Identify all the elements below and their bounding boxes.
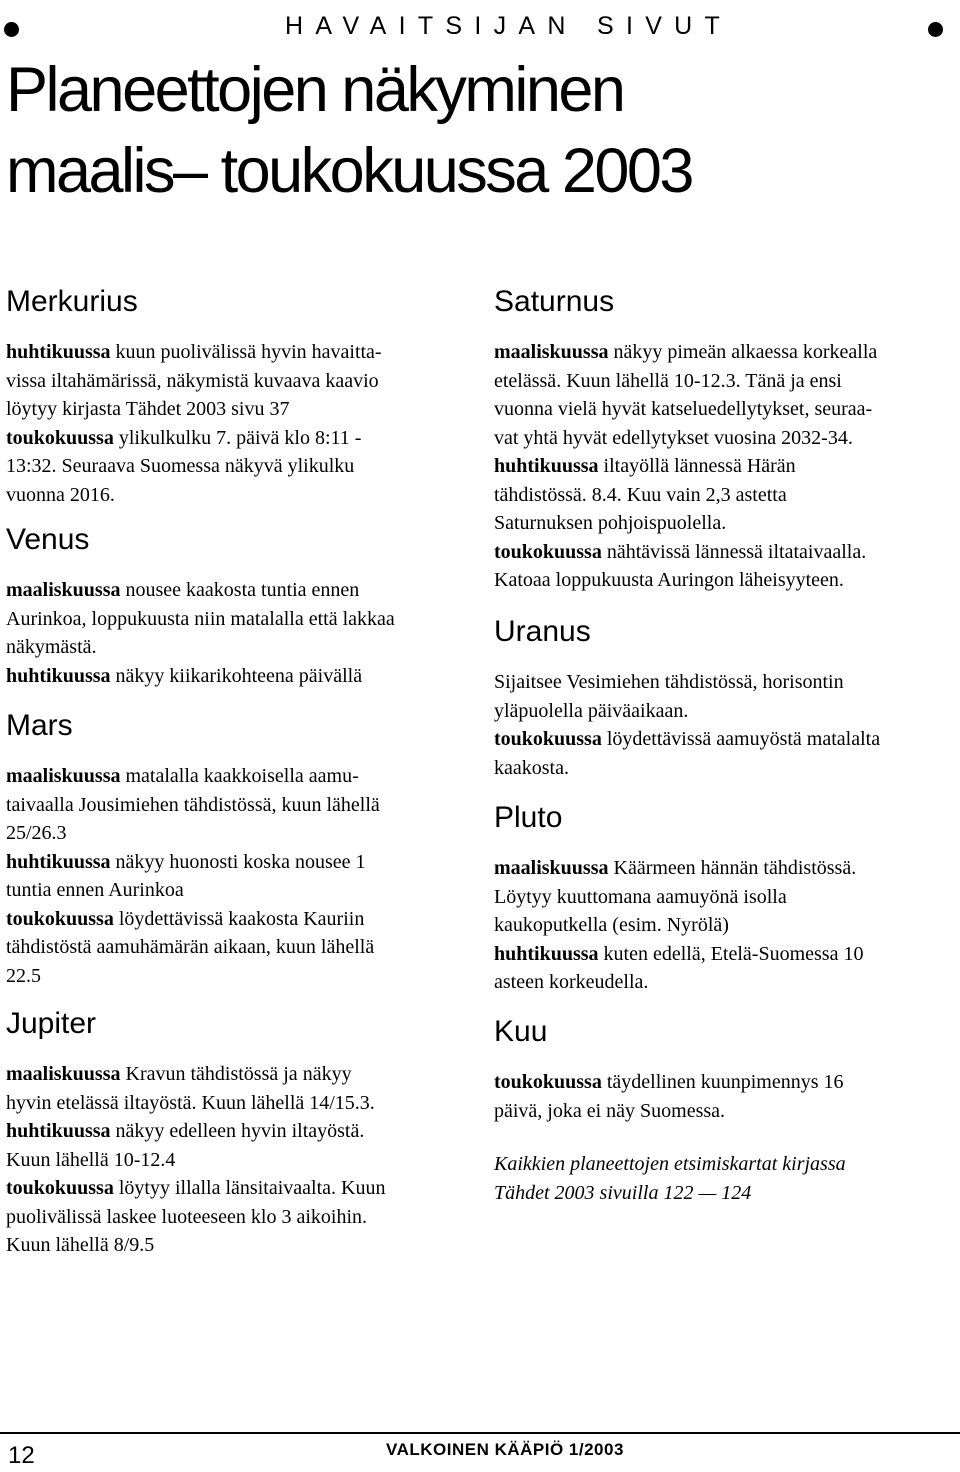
text-line xyxy=(6,1231,462,1260)
line-text: vuonna vielä hyvät katseluedellytykset, seuraa- xyxy=(494,398,873,420)
section-heading: Merkurius xyxy=(6,285,138,318)
line-text: näkymästä. xyxy=(6,636,97,658)
line-text: täydellinen kuunpimennys 16 xyxy=(601,1071,844,1093)
line-text: vissa iltahämärissä, näkymistä kuvaava kaavio xyxy=(6,369,379,392)
text-line xyxy=(6,1060,462,1089)
line-text: matalalla kaakkoisella aamu- xyxy=(120,765,359,787)
line-text: kaakosta. xyxy=(494,756,569,779)
text-line xyxy=(494,1068,950,1097)
page-number: 12 xyxy=(8,1442,35,1469)
line-text: vat yhtä hyvät edellytykset vuosina 2032-34. xyxy=(494,426,853,449)
line-text: 25/26.3 xyxy=(6,822,67,844)
line-text: Kravun tähdistössä ja näkyy xyxy=(120,1063,352,1085)
magazine-name: VALKOINEN KÄÄPIÖ 1/2003 xyxy=(386,1440,624,1459)
month-label: maaliskuussa xyxy=(494,857,609,879)
line-text: hyvin etelässä iltayöstä. Kuun lähellä 14/15.3. xyxy=(6,1091,375,1114)
section-body xyxy=(6,1060,462,1260)
section-merkurius xyxy=(6,280,462,518)
line-text: näkyy edelleen hyvin iltayöstä. xyxy=(110,1120,365,1142)
text-line xyxy=(494,395,950,424)
text-line xyxy=(494,854,950,883)
bullet-dot-icon xyxy=(928,22,943,37)
line-text: Kuun lähellä 10-12.4 xyxy=(6,1148,176,1171)
text-line xyxy=(6,905,462,934)
section-venus xyxy=(6,518,462,704)
line-text: etelässä. Kuun lähellä 10-12.3. Tänä ja ensi xyxy=(494,369,842,392)
text-line xyxy=(6,367,462,396)
line-text: puolivälissä laskee luoteeseen klo 3 aikoihin. xyxy=(6,1205,368,1228)
month-label: toukokuussa xyxy=(494,540,602,563)
text-line xyxy=(6,633,462,662)
line-text: 13:32. Seuraava Suomessa näkyvä ylikulku xyxy=(6,455,355,477)
line-text: näkyy pimeän alkaessa korkealla xyxy=(608,341,878,363)
text-line xyxy=(6,762,462,791)
line-text: kuten edellä, Etelä-Suomessa 10 xyxy=(598,942,864,965)
text-line xyxy=(494,452,950,481)
text-line xyxy=(6,962,462,991)
text-line xyxy=(6,1089,462,1118)
line-text: iltayöllä lännessä Härän xyxy=(598,455,796,477)
text-line xyxy=(6,452,462,481)
month-label: toukokuussa xyxy=(6,426,114,449)
month-label: maaliskuussa xyxy=(6,579,121,601)
line-text: löytyy kirjasta Tähdet 2003 sivu 37 xyxy=(6,398,290,420)
text-line xyxy=(6,338,462,367)
text-line xyxy=(6,662,462,691)
text-line xyxy=(494,725,950,754)
section-body xyxy=(6,338,462,509)
section-body xyxy=(6,576,462,690)
text-line xyxy=(494,754,950,783)
month-label: huhtikuussa xyxy=(494,455,599,477)
text-line xyxy=(6,576,462,605)
text-line xyxy=(6,395,462,424)
section-body xyxy=(494,854,950,997)
line-text: Saturnuksen pohjoispuolella. xyxy=(494,512,727,534)
page-title xyxy=(6,50,946,212)
footer-divider xyxy=(0,1432,960,1434)
month-label: toukokuussa xyxy=(494,728,602,750)
text-line xyxy=(494,968,950,997)
line-text: päivä, joka ei näy Suomessa. xyxy=(494,1099,726,1122)
text-line xyxy=(6,1174,462,1203)
reference-note-line-1: Kaikkien planeettojen etsimiskartat kirjassa xyxy=(494,1153,846,1175)
month-label: maaliskuussa xyxy=(6,1063,121,1085)
section-label: HAVAITSIJAN SIVUT xyxy=(285,12,733,40)
page-header xyxy=(0,12,960,44)
text-line xyxy=(6,481,462,510)
text-line xyxy=(6,424,462,453)
section-pluto xyxy=(494,796,950,1010)
line-text: Käärmeen hännän tähdistössä. xyxy=(608,857,857,879)
text-line xyxy=(494,911,950,940)
text-line xyxy=(494,668,950,697)
line-text: Kuun lähellä 8/9.5 xyxy=(6,1234,155,1256)
section-body xyxy=(6,762,462,990)
text-line xyxy=(6,605,462,634)
line-text: vuonna 2016. xyxy=(6,483,115,506)
left-column xyxy=(6,280,462,1260)
line-text: nähtävissä lännessä iltataivaalla. xyxy=(601,540,867,563)
month-label: huhtikuussa xyxy=(6,1120,111,1142)
line-text: löydettävissä aamuyöstä matalalta xyxy=(601,728,881,750)
title-line-2: maalis– toukokuussa 2003 xyxy=(6,136,692,206)
text-line xyxy=(494,1097,950,1126)
line-text: löydettävissä kaakosta Kauriin xyxy=(113,907,365,930)
text-line xyxy=(494,338,950,367)
line-text: löytyy illalla länsitaivaalta. Kuun xyxy=(113,1177,386,1199)
text-line xyxy=(6,1117,462,1146)
section-heading: Uranus xyxy=(494,615,591,648)
line-text: nousee kaakosta tuntia ennen xyxy=(120,579,360,601)
reference-note xyxy=(494,1150,950,1207)
month-label: toukokuussa xyxy=(494,1071,602,1093)
text-line xyxy=(494,481,950,510)
line-text: Aurinkoa, loppukuusta niin matalalla että lakkaa xyxy=(6,607,395,630)
section-body xyxy=(494,338,950,595)
reference-note-line-2: Tähdet 2003 sivuilla 122 — 124 xyxy=(494,1181,752,1204)
text-line xyxy=(6,819,462,848)
section-heading: Kuu xyxy=(494,1015,548,1048)
line-text: yläpuolella päiväaikaan. xyxy=(494,699,689,722)
text-line xyxy=(6,1203,462,1232)
text-line xyxy=(6,1146,462,1175)
text-line xyxy=(494,367,950,396)
month-label: maaliskuussa xyxy=(6,765,121,787)
month-label: toukokuussa xyxy=(6,907,114,930)
title-line-1: Planeettojen näkyminen xyxy=(6,55,624,125)
section-body xyxy=(494,668,950,782)
section-kuu xyxy=(494,1010,950,1150)
month-label: huhtikuussa xyxy=(6,341,111,363)
month-label: huhtikuussa xyxy=(6,850,111,873)
month-label: huhtikuussa xyxy=(494,942,599,965)
section-uranus xyxy=(494,610,950,796)
section-mars xyxy=(6,704,462,1002)
text-line xyxy=(494,940,950,969)
right-column xyxy=(494,280,950,1207)
text-line xyxy=(6,848,462,877)
bullet-dot-icon xyxy=(4,22,19,37)
line-text: kuun puolivälissä hyvin havaitta- xyxy=(110,341,382,363)
text-line xyxy=(494,883,950,912)
section-body xyxy=(494,1068,950,1125)
text-line xyxy=(494,424,950,453)
line-text: näkyy huonosti koska nousee 1 xyxy=(110,850,366,873)
section-heading: Saturnus xyxy=(494,285,615,318)
line-text: kaukoputkella (esim. Nyrölä) xyxy=(494,914,729,936)
month-label: huhtikuussa xyxy=(6,664,111,687)
line-text: Sijaitsee Vesimiehen tähdistössä, horisontin xyxy=(494,671,844,693)
line-text: tuntia ennen Aurinkoa xyxy=(6,879,184,901)
line-text: 22.5 xyxy=(6,964,41,987)
section-saturnus xyxy=(494,280,950,610)
text-line xyxy=(6,933,462,962)
line-text: Löytyy kuuttomana aamuyönä isolla xyxy=(494,885,787,908)
month-label: maaliskuussa xyxy=(494,341,609,363)
section-heading: Mars xyxy=(6,709,73,742)
line-text: asteen korkeudella. xyxy=(494,971,649,993)
text-line xyxy=(6,876,462,905)
text-line xyxy=(494,509,950,538)
line-text: taivaalla Jousimiehen tähdistössä, kuun lähellä xyxy=(6,793,380,816)
section-heading: Jupiter xyxy=(6,1007,97,1040)
section-heading: Pluto xyxy=(494,801,563,834)
text-line xyxy=(494,538,950,567)
section-heading: Venus xyxy=(6,523,90,556)
line-text: näkyy kiikarikohteena päivällä xyxy=(110,664,363,687)
line-text: Katoaa loppukuusta Auringon läheisyyteen. xyxy=(494,569,844,591)
line-text: ylikulkulku 7. päivä klo 8:11 - xyxy=(113,426,362,449)
line-text: tähdistöstä aamuhämärän aikaan, kuun lähellä xyxy=(6,936,375,958)
text-line xyxy=(494,566,950,595)
section-jupiter xyxy=(6,1002,462,1260)
month-label: toukokuussa xyxy=(6,1177,114,1199)
text-line xyxy=(6,791,462,820)
line-text: tähdistössä. 8.4. Kuu vain 2,3 astetta xyxy=(494,483,787,506)
text-line xyxy=(494,697,950,726)
